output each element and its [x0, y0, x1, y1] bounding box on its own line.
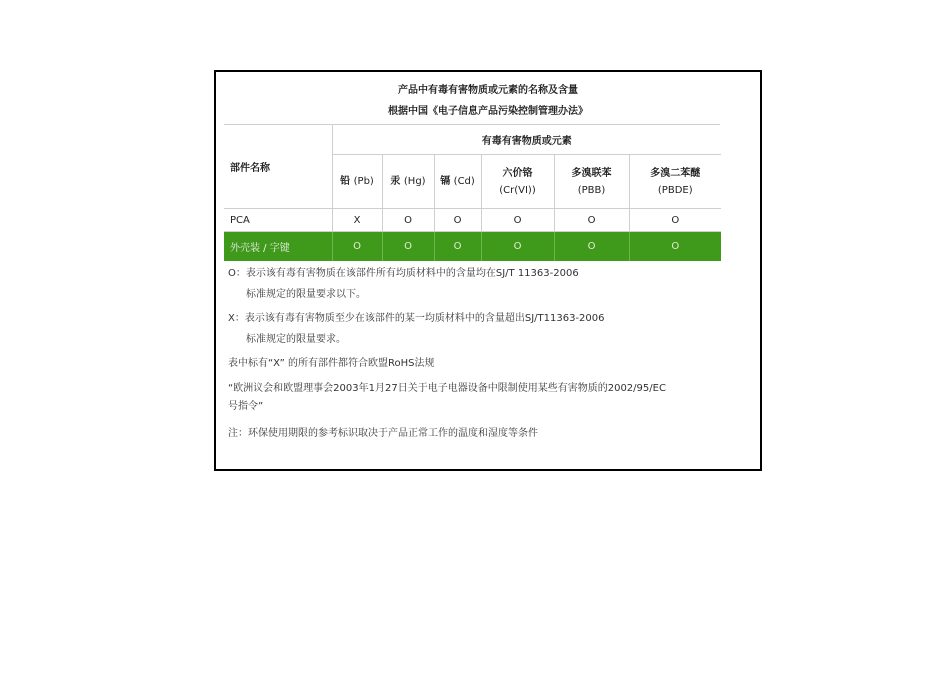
table-cell: O — [481, 232, 554, 262]
note-eu-directive — [228, 382, 666, 414]
hazardous-substance-declaration — [214, 70, 762, 471]
table-cell: O — [434, 232, 481, 262]
table-cell: O — [481, 209, 554, 232]
table-cell: O — [382, 232, 434, 262]
row-part-name: PCA — [224, 209, 332, 232]
substance-group-header: 有毒有害物质或元素 — [332, 125, 721, 155]
substance-header-cd: 镉 (Cd) — [434, 155, 481, 209]
document-subtitle: 根据中国《电子信息产品污染控制管理办法》 — [388, 106, 588, 117]
substance-header-pb: 铅 (Pb) — [332, 155, 382, 209]
note-x-meaning — [228, 312, 605, 347]
part-name-header: 部件名称 — [224, 125, 332, 209]
table-cell: O — [554, 209, 629, 232]
note-line: 标准规定的限量要求。 — [246, 334, 346, 345]
note-footnote: 注：环保使用期限的参考标识取决于产品正常工作的温度和湿度等条件 — [228, 428, 538, 439]
table-row — [224, 209, 721, 232]
table-cell: X — [332, 209, 382, 232]
table-cell: O — [629, 232, 721, 262]
document-title: 产品中有毒有害物质或元素的名称及含量 — [398, 85, 578, 96]
table-cell: O — [554, 232, 629, 262]
substance-header-pbb: 多溴联苯 (PBB) — [554, 155, 629, 209]
table-cell: O — [382, 209, 434, 232]
note-o-meaning — [228, 267, 579, 302]
table-cell: O — [332, 232, 382, 262]
substance-header-hg: 汞 (Hg) — [382, 155, 434, 209]
note-rohs: 表中标有“X” 的所有部件都符合欧盟RoHS法规 — [228, 358, 435, 369]
row-part-name: 外壳装 / 字键 — [224, 232, 332, 262]
substance-header-cr6: 六价铬 (Cr(VI)) — [481, 155, 554, 209]
substance-header-pbde: 多溴二苯醚 (PBDE) — [629, 155, 721, 209]
note-line: 号指令” — [228, 401, 264, 412]
note-line: “欧洲议会和欧盟理事会2003年1月27日关于电子电器设备中限制使用某些有害物质的2002/95/EC — [228, 383, 666, 394]
table-row-highlighted — [224, 232, 721, 262]
note-line: X：表示该有毒有害物质至少在该部件的某一均质材料中的含量超出SJ/T11363-2006 — [228, 313, 605, 324]
note-line: O：表示该有毒有害物质在该部件所有均质材料中的含量均在SJ/T 11363-2006 — [228, 268, 579, 279]
substance-table — [224, 125, 721, 261]
table-cell: O — [629, 209, 721, 232]
note-line: 标准规定的限量要求以下。 — [246, 289, 366, 300]
table-cell: O — [434, 209, 481, 232]
